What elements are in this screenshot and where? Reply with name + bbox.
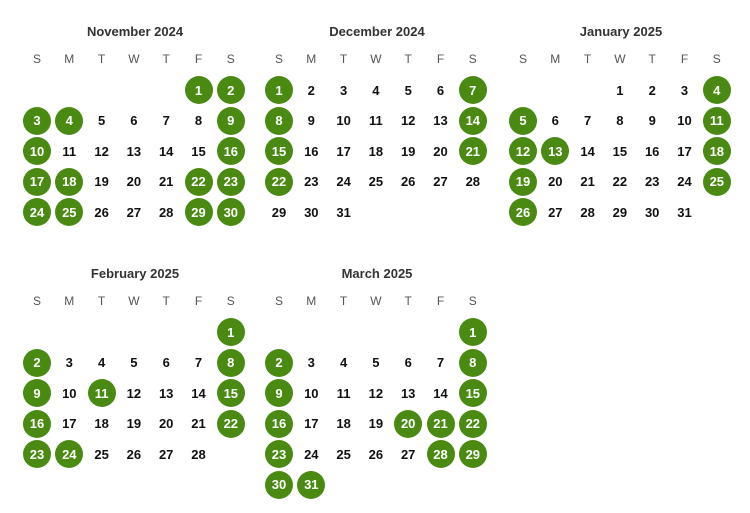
day-cell-highlighted[interactable]: 14 — [459, 107, 487, 135]
day-cell[interactable]: 4 — [97, 355, 106, 370]
weekday-label: M — [550, 52, 561, 66]
day-cell[interactable]: 2 — [648, 82, 656, 98]
day-cell[interactable]: 19 — [400, 143, 416, 159]
day-cell-highlighted[interactable]: 25 — [703, 168, 731, 196]
day-cell[interactable]: 3 — [680, 82, 689, 98]
day-cell-highlighted[interactable]: 18 — [55, 168, 83, 196]
day-cell-highlighted[interactable]: 2 — [217, 76, 245, 104]
day-cell-highlighted[interactable]: 1 — [185, 76, 213, 104]
day-cell[interactable]: 30 — [304, 204, 319, 220]
day-cell-highlighted[interactable]: 29 — [185, 198, 213, 226]
day-cell-highlighted[interactable]: 9 — [23, 379, 51, 407]
month-calendar — [23, 23, 247, 253]
weekday-label: T — [162, 294, 170, 308]
day-cell[interactable]: 7 — [162, 113, 170, 128]
day-cell[interactable]: 12 — [368, 385, 384, 401]
day-cell-highlighted[interactable]: 19 — [509, 168, 537, 196]
month-calendar — [265, 23, 489, 253]
day-cell-highlighted[interactable]: 9 — [217, 107, 245, 135]
weekday-label: S — [468, 294, 477, 308]
day-cell-highlighted[interactable]: 22 — [459, 410, 487, 438]
day-cell[interactable]: 7 — [194, 355, 203, 370]
day-cell[interactable]: 17 — [336, 143, 351, 159]
day-cell[interactable]: 19 — [94, 174, 109, 189]
day-cell[interactable]: 20 — [433, 143, 448, 159]
weekday-label: T — [339, 52, 348, 66]
weekday-label: M — [64, 294, 75, 308]
day-cell-highlighted[interactable]: 10 — [23, 137, 51, 165]
day-cell[interactable]: 25 — [336, 446, 351, 462]
weekday-label: M — [306, 294, 317, 308]
day-cell-highlighted[interactable]: 12 — [509, 137, 537, 165]
day-cell[interactable]: 30 — [644, 204, 660, 220]
day-cell[interactable]: 26 — [368, 446, 384, 462]
day-cell[interactable]: 18 — [336, 416, 351, 431]
day-cell-highlighted[interactable]: 30 — [265, 471, 293, 499]
day-cell[interactable]: 14 — [191, 385, 206, 401]
day-cell[interactable]: 18 — [94, 416, 109, 431]
day-cell[interactable]: 7 — [436, 355, 445, 370]
day-cell[interactable]: 27 — [400, 446, 416, 462]
day-cell[interactable]: 26 — [126, 446, 142, 462]
day-cell[interactable]: 7 — [583, 113, 592, 128]
weekday-label: T — [162, 52, 170, 66]
day-cell[interactable]: 19 — [368, 416, 384, 431]
day-cell[interactable]: 17 — [677, 143, 692, 159]
day-cell-highlighted[interactable]: 31 — [297, 471, 325, 499]
weekday-label: S — [32, 52, 41, 66]
day-cell-highlighted[interactable]: 8 — [217, 349, 245, 377]
day-cell-highlighted[interactable]: 13 — [541, 137, 569, 165]
day-cell-highlighted[interactable]: 22 — [265, 168, 293, 196]
weekday-label: W — [370, 52, 382, 66]
day-cell[interactable]: 5 — [404, 82, 412, 98]
month-title: December 2024 — [329, 24, 425, 39]
day-cell-highlighted[interactable]: 15 — [217, 379, 245, 407]
day-cell[interactable]: 17 — [62, 416, 77, 431]
day-cell[interactable]: 14 — [580, 143, 595, 159]
day-cell[interactable]: 13 — [126, 143, 142, 159]
weekday-label: W — [128, 294, 140, 308]
weekday-label: T — [97, 294, 106, 308]
day-cell[interactable]: 5 — [97, 113, 106, 128]
day-cell[interactable]: 20 — [126, 174, 142, 189]
weekday-label: S — [712, 52, 721, 66]
weekday-label: S — [226, 52, 235, 66]
day-cell-highlighted[interactable]: 2 — [23, 349, 51, 377]
day-cell-highlighted[interactable]: 16 — [217, 137, 245, 165]
weekday-label: F — [194, 294, 203, 308]
weekday-label: F — [436, 52, 445, 66]
day-cell[interactable]: 4 — [339, 355, 348, 370]
day-cell-highlighted[interactable]: 23 — [265, 440, 293, 468]
day-cell[interactable]: 6 — [551, 113, 559, 128]
weekday-label: F — [680, 52, 689, 66]
weekday-label: M — [64, 52, 75, 66]
day-cell[interactable]: 28 — [158, 204, 174, 220]
day-cell-highlighted[interactable]: 4 — [55, 107, 83, 135]
day-cell-highlighted[interactable]: 18 — [703, 137, 731, 165]
day-cell-highlighted[interactable]: 25 — [55, 198, 83, 226]
day-cell[interactable]: 12 — [126, 385, 142, 401]
day-cell-highlighted[interactable]: 26 — [509, 198, 537, 226]
day-cell[interactable]: 11 — [336, 385, 351, 401]
weekday-label: T — [404, 294, 412, 308]
day-cell[interactable]: 29 — [271, 204, 287, 220]
weekday-label: S — [468, 52, 477, 66]
day-cell-highlighted[interactable]: 21 — [459, 137, 487, 165]
day-cell[interactable]: 9 — [648, 113, 656, 128]
weekday-label: T — [339, 294, 348, 308]
day-cell-highlighted[interactable]: 1 — [265, 76, 293, 104]
day-cell-highlighted[interactable]: 24 — [23, 198, 51, 226]
day-cell[interactable]: 26 — [94, 204, 109, 220]
day-cell[interactable]: 27 — [548, 204, 563, 220]
day-cell[interactable]: 6 — [404, 355, 412, 370]
day-cell[interactable]: 16 — [644, 143, 660, 159]
day-cell-highlighted[interactable]: 15 — [459, 379, 487, 407]
day-cell[interactable]: 22 — [612, 174, 628, 189]
day-cell-highlighted[interactable]: 7 — [459, 76, 487, 104]
day-cell[interactable]: 13 — [158, 385, 174, 401]
day-cell[interactable]: 10 — [336, 113, 351, 128]
weekday-label: F — [436, 294, 445, 308]
day-cell[interactable]: 21 — [191, 416, 206, 431]
day-cell[interactable]: 25 — [94, 446, 109, 462]
month-calendar — [509, 23, 733, 253]
day-cell[interactable]: 27 — [126, 204, 142, 220]
day-cell-highlighted[interactable]: 8 — [459, 349, 487, 377]
day-cell[interactable]: 15 — [612, 143, 628, 159]
weekday-label: S — [226, 294, 235, 308]
day-cell[interactable]: 1 — [616, 82, 624, 98]
month-calendar — [23, 265, 247, 495]
day-cell-highlighted[interactable]: 3 — [23, 107, 51, 135]
weekday-label: T — [404, 52, 412, 66]
day-cell-highlighted[interactable]: 22 — [217, 410, 245, 438]
day-cell-highlighted[interactable]: 2 — [265, 349, 293, 377]
weekday-label: T — [583, 52, 592, 66]
day-cell[interactable]: 2 — [307, 82, 315, 98]
weekday-label: S — [32, 294, 41, 308]
day-cell[interactable]: 5 — [130, 355, 138, 370]
day-cell-highlighted[interactable]: 21 — [427, 410, 455, 438]
day-cell[interactable]: 29 — [612, 204, 628, 220]
day-cell[interactable]: 11 — [62, 143, 77, 159]
day-cell[interactable]: 24 — [677, 174, 692, 189]
weekday-label: S — [518, 52, 527, 66]
month-title: March 2025 — [341, 266, 413, 281]
weekday-label: F — [194, 52, 203, 66]
day-cell[interactable]: 31 — [677, 204, 692, 220]
day-cell[interactable]: 8 — [616, 113, 624, 128]
day-cell[interactable]: 4 — [372, 82, 380, 98]
day-cell[interactable]: 3 — [307, 355, 315, 370]
day-cell-highlighted[interactable]: 28 — [427, 440, 455, 468]
day-cell-highlighted[interactable]: 22 — [185, 168, 213, 196]
day-cell-highlighted[interactable]: 11 — [88, 379, 116, 407]
weekday-label: T — [648, 52, 656, 66]
day-cell[interactable]: 14 — [433, 385, 448, 401]
day-cell[interactable]: 25 — [368, 174, 384, 189]
day-cell[interactable]: 6 — [162, 355, 170, 370]
day-cell[interactable]: 18 — [368, 143, 384, 159]
day-cell[interactable]: 5 — [372, 355, 380, 370]
day-cell-highlighted[interactable]: 5 — [509, 107, 537, 135]
day-cell[interactable]: 27 — [158, 446, 174, 462]
day-cell[interactable]: 3 — [65, 355, 73, 370]
day-cell-highlighted[interactable]: 8 — [265, 107, 293, 135]
day-cell[interactable]: 12 — [400, 113, 416, 128]
weekday-label: S — [274, 294, 283, 308]
day-cell[interactable]: 13 — [433, 113, 448, 128]
day-cell-highlighted[interactable]: 4 — [703, 76, 731, 104]
day-cell[interactable]: 21 — [158, 174, 174, 189]
day-cell[interactable]: 12 — [94, 143, 109, 159]
day-cell-highlighted[interactable]: 20 — [394, 410, 422, 438]
day-cell[interactable]: 13 — [400, 385, 416, 401]
day-cell[interactable]: 11 — [369, 113, 383, 128]
day-cell[interactable]: 14 — [158, 143, 174, 159]
weekday-label: W — [370, 294, 382, 308]
day-cell-highlighted[interactable]: 23 — [217, 168, 245, 196]
day-cell[interactable]: 28 — [580, 204, 595, 220]
day-cell[interactable]: 20 — [158, 416, 174, 431]
day-cell[interactable]: 24 — [304, 446, 319, 462]
day-cell[interactable]: 20 — [548, 174, 563, 189]
day-cell-highlighted[interactable]: 9 — [265, 379, 293, 407]
weekday-label: W — [614, 52, 626, 66]
day-cell[interactable]: 28 — [191, 446, 206, 462]
day-cell[interactable]: 21 — [580, 174, 595, 189]
day-cell[interactable]: 16 — [304, 143, 319, 159]
day-cell-highlighted[interactable]: 11 — [703, 107, 731, 135]
month-title: February 2025 — [90, 266, 180, 281]
day-cell[interactable]: 6 — [436, 82, 445, 98]
day-cell-highlighted[interactable]: 1 — [217, 318, 245, 346]
day-cell-highlighted[interactable]: 30 — [217, 198, 245, 226]
day-cell-highlighted[interactable]: 17 — [23, 168, 51, 196]
month-calendar — [265, 265, 489, 495]
day-cell[interactable]: 10 — [677, 113, 692, 128]
weekday-label: S — [274, 52, 283, 66]
month-title: January 2025 — [579, 24, 663, 39]
day-cell-highlighted[interactable]: 16 — [23, 410, 51, 438]
day-cell-highlighted[interactable]: 16 — [265, 410, 293, 438]
day-cell[interactable]: 26 — [400, 174, 416, 189]
weekday-label: T — [97, 52, 106, 66]
day-cell[interactable]: 19 — [126, 416, 142, 431]
day-cell[interactable]: 17 — [304, 416, 319, 431]
day-cell[interactable]: 3 — [339, 82, 348, 98]
month-title: November 2024 — [86, 24, 184, 39]
day-cell[interactable]: 27 — [433, 174, 448, 189]
day-cell-highlighted[interactable]: 1 — [459, 318, 487, 346]
day-cell-highlighted[interactable]: 15 — [265, 137, 293, 165]
day-cell-highlighted[interactable]: 23 — [23, 440, 51, 468]
day-cell[interactable]: 6 — [130, 113, 138, 128]
day-cell[interactable]: 8 — [194, 113, 203, 128]
day-cell-highlighted[interactable]: 29 — [459, 440, 487, 468]
day-cell[interactable]: 23 — [644, 174, 660, 189]
day-cell[interactable]: 23 — [304, 174, 319, 189]
day-cell[interactable]: 15 — [191, 143, 206, 159]
day-cell[interactable]: 28 — [465, 174, 481, 189]
day-cell[interactable]: 10 — [304, 385, 319, 401]
day-cell[interactable]: 31 — [336, 204, 351, 220]
day-cell[interactable]: 10 — [62, 385, 77, 401]
day-cell-highlighted[interactable]: 24 — [55, 440, 83, 468]
weekday-label: M — [306, 52, 317, 66]
weekday-label: W — [128, 52, 140, 66]
day-cell[interactable]: 9 — [307, 113, 315, 128]
day-cell[interactable]: 24 — [336, 174, 351, 189]
